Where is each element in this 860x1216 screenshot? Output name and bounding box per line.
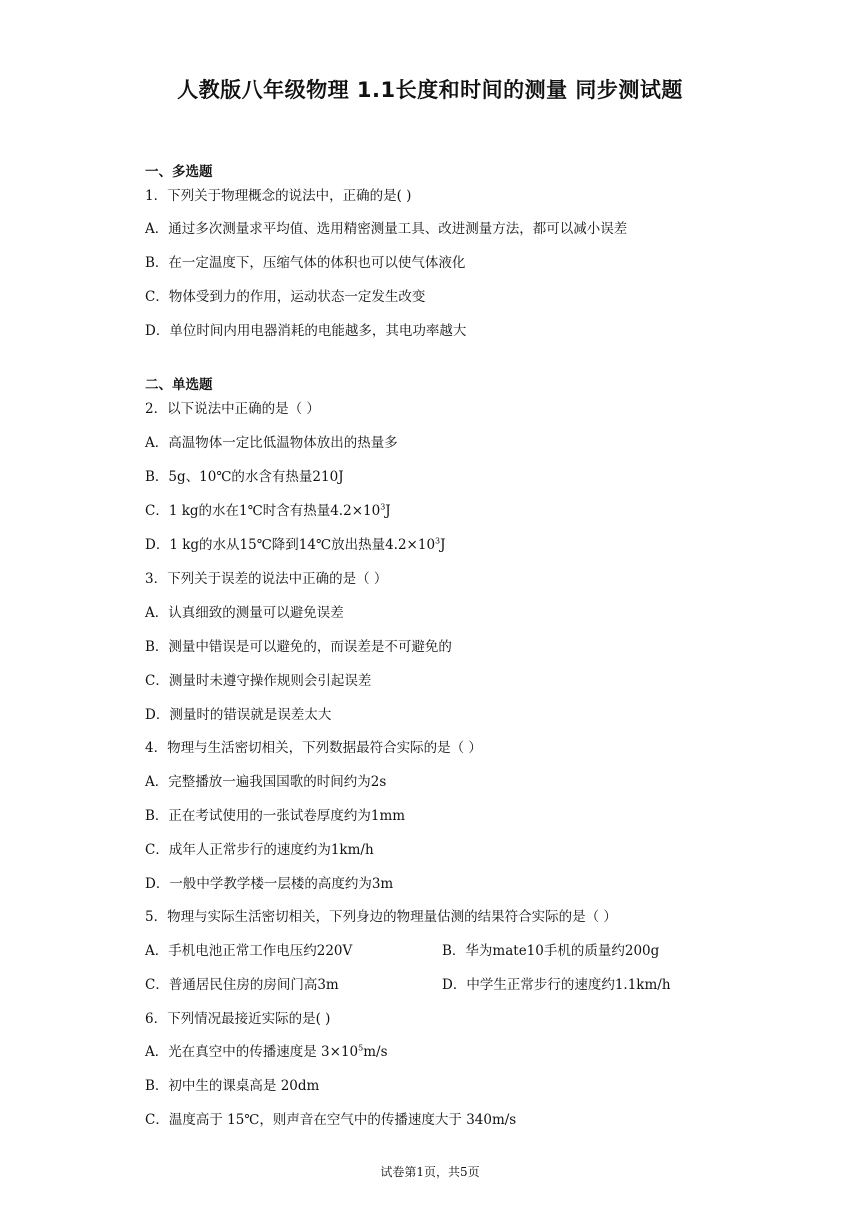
question-1-option-d: D．单位时间内用电器消耗的电能越多，其电功率越大 — [145, 323, 467, 339]
document-title: 人教版八年级物理 1.1长度和时间的测量 同步测试题 — [177, 78, 683, 102]
question-5-option-b: B．华为mate10手机的质量约200g — [442, 943, 660, 959]
page-footer: 试卷第1页，共5页 — [380, 1165, 480, 1179]
question-2-option-c — [145, 502, 391, 520]
question-2-option-d-unit: J — [440, 537, 446, 553]
question-6-option-b: B．初中生的课桌高是 20dm — [145, 1078, 320, 1094]
question-6-option-a — [145, 1043, 388, 1061]
question-1-option-c: C．物体受到力的作用，运动状态一定发生改变 — [145, 289, 426, 305]
question-4-option-d: D．一般中学教学楼一层楼的高度约为3m — [145, 876, 394, 892]
question-4-stem: 4．物理与生活密切相关，下列数据最符合实际的是（ ） — [145, 740, 482, 756]
question-6-option-c: C．温度高于 15℃，则声音在空气中的传播速度大于 340m/s — [145, 1112, 517, 1128]
section-heading-multiple-choice: 一、多选题 — [145, 164, 213, 180]
question-2-stem: 2．以下说法中正确的是（ ） — [145, 401, 320, 417]
question-5-stem: 5．物理与实际生活密切相关，下列身边的物理量估测的结果符合实际的是（ ） — [145, 909, 617, 925]
question-3-option-c: C．测量时未遵守操作规则会引起误差 — [145, 673, 372, 689]
question-5-option-c: C．普通居民住房的房间门高3m — [145, 977, 339, 993]
question-3-option-a: A．认真细致的测量可以避免误差 — [145, 605, 344, 621]
question-2-option-c-unit: J — [385, 503, 391, 519]
question-2-option-a: A．高温物体一定比低温物体放出的热量多 — [145, 435, 398, 451]
question-3-option-b: B．测量中错误是可以避免的，而误差是不可避免的 — [145, 639, 452, 655]
question-3-stem: 3．下列关于误差的说法中正确的是（ ） — [145, 571, 388, 587]
question-6-option-a-text: A．光在真空中的传播速度是 3×10 — [145, 1044, 359, 1060]
question-1-stem: 1．下列关于物理概念的说法中，正确的是( ) — [145, 188, 412, 204]
question-5-option-d: D．中学生正常步行的速度约1.1km/h — [442, 977, 671, 993]
question-6-option-a-exponent: 5 — [358, 1043, 364, 1053]
question-1-option-b: B．在一定温度下，压缩气体的体积也可以使气体液化 — [145, 255, 466, 271]
question-6-stem: 6．下列情况最接近实际的是( ) — [145, 1011, 331, 1027]
question-2-option-b: B．5g、10℃的水含有热量210J — [145, 469, 344, 485]
question-4-option-c: C．成年人正常步行的速度约为1km/h — [145, 842, 374, 858]
question-2-option-d — [145, 536, 446, 554]
question-4-option-a: A．完整播放一遍我国国歌的时间约为2s — [145, 774, 387, 790]
section-heading-single-choice: 二、单选题 — [145, 377, 213, 393]
question-4-option-b: B．正在考试使用的一张试卷厚度约为1mm — [145, 808, 406, 824]
question-2-option-d-text: D．1 kg的水从15℃降到14℃放出热量4.2×10 — [145, 537, 436, 553]
question-6-option-a-unit: m/s — [363, 1044, 388, 1060]
question-1-option-a: A．通过多次测量求平均值、选用精密测量工具、改进测量方法，都可以减小误差 — [145, 221, 628, 237]
question-2-option-c-exponent: 3 — [380, 502, 386, 512]
question-3-option-d: D．测量时的错误就是误差太大 — [145, 707, 332, 723]
question-5-option-a: A．手机电池正常工作电压约220V — [145, 943, 353, 959]
question-2-option-c-text: C．1 kg的水在1℃时含有热量4.2×10 — [145, 503, 381, 519]
question-2-option-d-exponent: 3 — [435, 536, 441, 546]
